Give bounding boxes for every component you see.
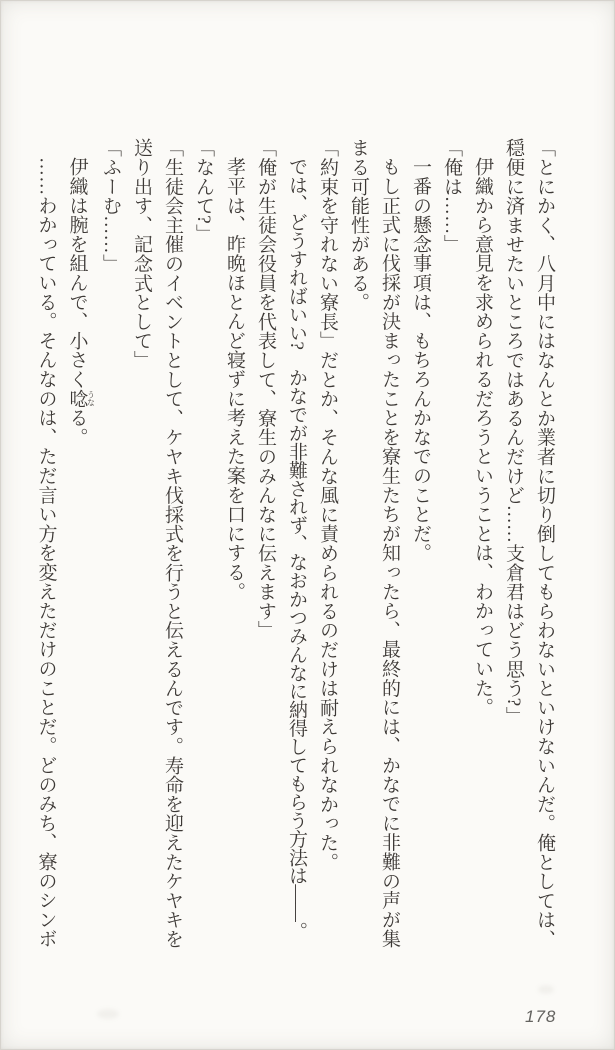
text-line: 「約束を守れない寮長」だとか、そんな風に責められるのだけは耐えられなかった。 <box>317 138 338 872</box>
text-line: 「とにかく、八月中にはなんとか業者に切り倒してもらわないといけないんだ。俺としては、 <box>534 138 555 949</box>
text-line: 「俺が生徒会役員を代表して、寮生のみんなに伝えます」 <box>255 138 276 640</box>
text-line: では、どうすればいい? かなでが非難されず、なおかつみんなに納得してもらう方法は――。 <box>286 157 307 940</box>
text-line: 一番の懸念事項は、もちろんかなでのことだ。 <box>410 157 431 563</box>
text-line: 送り出す、記念式として」 <box>131 138 152 370</box>
page-number: 178 <box>525 1007 557 1026</box>
text-line: まる可能性がある。 <box>348 138 369 312</box>
text-line: 穏便に済ませたいところではあるんだけど……支倉君はどう思う?」 <box>503 138 524 726</box>
text-line: もし正式に伐採が決まったことを寮生たちが知ったら、最終的には、かなでに非難の声が集 <box>379 157 400 949</box>
text-line: 「俺は……」 <box>441 138 462 254</box>
text-line: 「なんて?」 <box>193 138 214 244</box>
scan-smudge <box>538 985 554 994</box>
text-line: 孝平は、昨晩ほとんど寝ずに考えた案を口にする。 <box>224 157 245 601</box>
scan-smudge <box>97 1009 119 1019</box>
text-line: 伊織は腕を組んで、小さく唸 うなる。 <box>66 157 96 447</box>
text-line: 「生徒会主催のイベントとして、ケヤキ伐採式を行うと伝えるんです。寿命を迎えたケヤキを <box>162 138 183 949</box>
furigana: 唸 うな <box>66 388 96 408</box>
text-block <box>31 138 561 950</box>
text-line: 「ふーむ……」 <box>100 138 121 274</box>
text-line: 伊織から意見を求められるだろうということは、わかっていた。 <box>472 157 493 717</box>
text-line: ……わかっている。そんなのは、ただ言い方を変えただけのことだ。どのみち、寮のシンボ <box>35 157 57 949</box>
